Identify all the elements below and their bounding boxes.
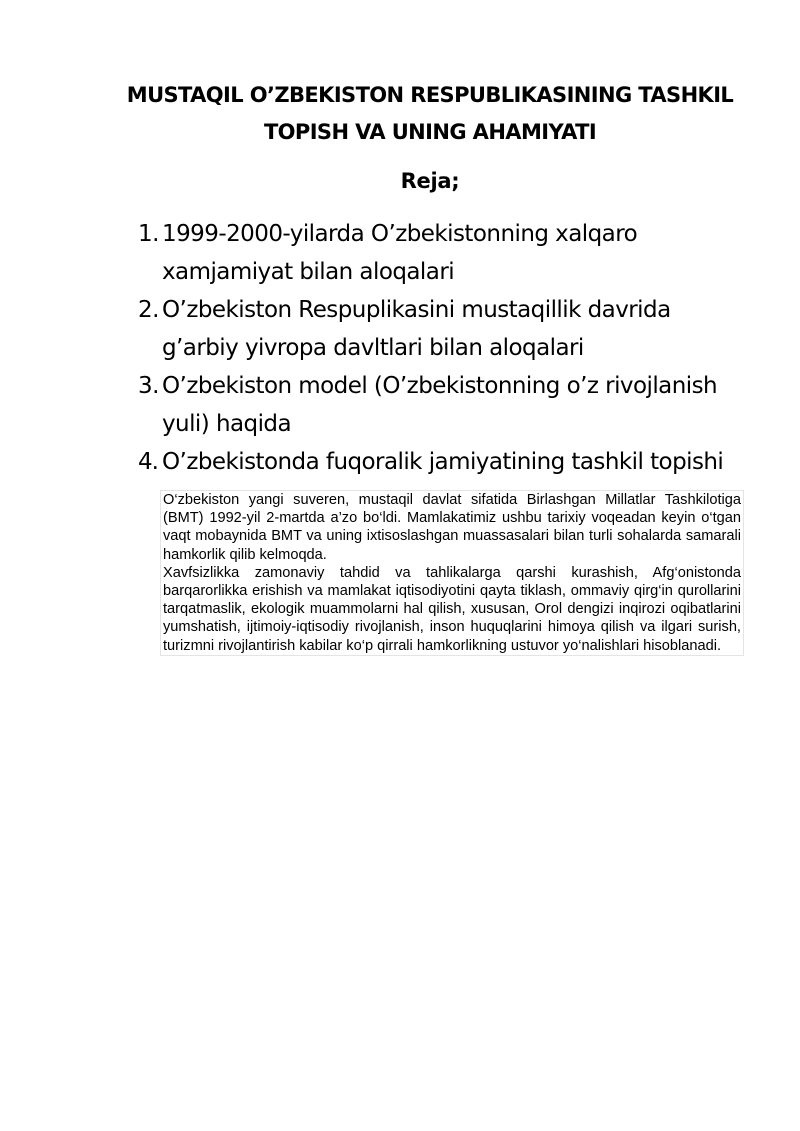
plan-heading: Reja;	[400, 169, 460, 193]
plan-list	[138, 215, 748, 481]
document-title: MUSTAQIL O’ZBEKISTON RESPUBLIKASINING TASHKIL TOPISH VA UNING AHAMIYATI	[126, 83, 734, 144]
plan-item-text: 1999-2000-yilarda O’zbekistonning xalqaro xamjamiyat bilan aloqalari	[162, 221, 638, 285]
plan-item	[138, 215, 748, 291]
plan-item-number: 4.	[138, 449, 158, 475]
body-text-block	[160, 490, 744, 656]
plan-item-text: O’zbekiston Respuplikasini mustaqillik davrida g’arbiy yivropa davltlari bilan aloqalari	[162, 297, 671, 361]
plan-item-text: O’zbekiston model (O’zbekistonning o’z rivojlanish yuli) haqida	[162, 373, 718, 437]
plan-item	[138, 443, 748, 481]
plan-item-number: 1.	[138, 221, 159, 247]
plan-item-number: 3.	[138, 373, 159, 399]
plan-item	[138, 291, 748, 367]
body-paragraph: O‘zbekiston yangi suveren, mustaqil davlat sifatida Birlashgan Millatlar Tashkilotiga (BMT) 1992-yil 2-martda a’zo bo‘ldi. Mamlakatimiz ushbu tarixiy voqeadan keyin o‘tgan vaqt mobaynida BMT va uning ixtisoslashgan muassasalari bilan turli sohalarda samarali hamkorlik qilib kelmoqda.	[163, 492, 741, 563]
plan-item	[138, 367, 748, 443]
body-paragraph: Xavfsizlikka zamonaviy tahdid va tahlikalarga qarshi kurashish, Afg‘onistonda barqarorlikka erishish va mamlakat iqtisodiyotini qayta tiklash, ommaviy qirg‘in qurollarini tarqatmaslik, ekologik muammolarni hal qilish, xususan, Orol dengizi inqirozi oqibatlarini yumshatish, ijtimoiy-iqtisodiy rivojlanish, inson huquqlarini himoya qilish va ilgari surish, turizmni rivojlantirish kabilar ko‘p qirrali hamkorlikning ustuvor yo‘nalishlari hisoblanadi.	[163, 564, 741, 654]
plan-item-number: 2.	[138, 297, 159, 323]
plan-item-text: O’zbekistonda fuqoralik jamiyatining tashkil topishi	[162, 449, 724, 475]
